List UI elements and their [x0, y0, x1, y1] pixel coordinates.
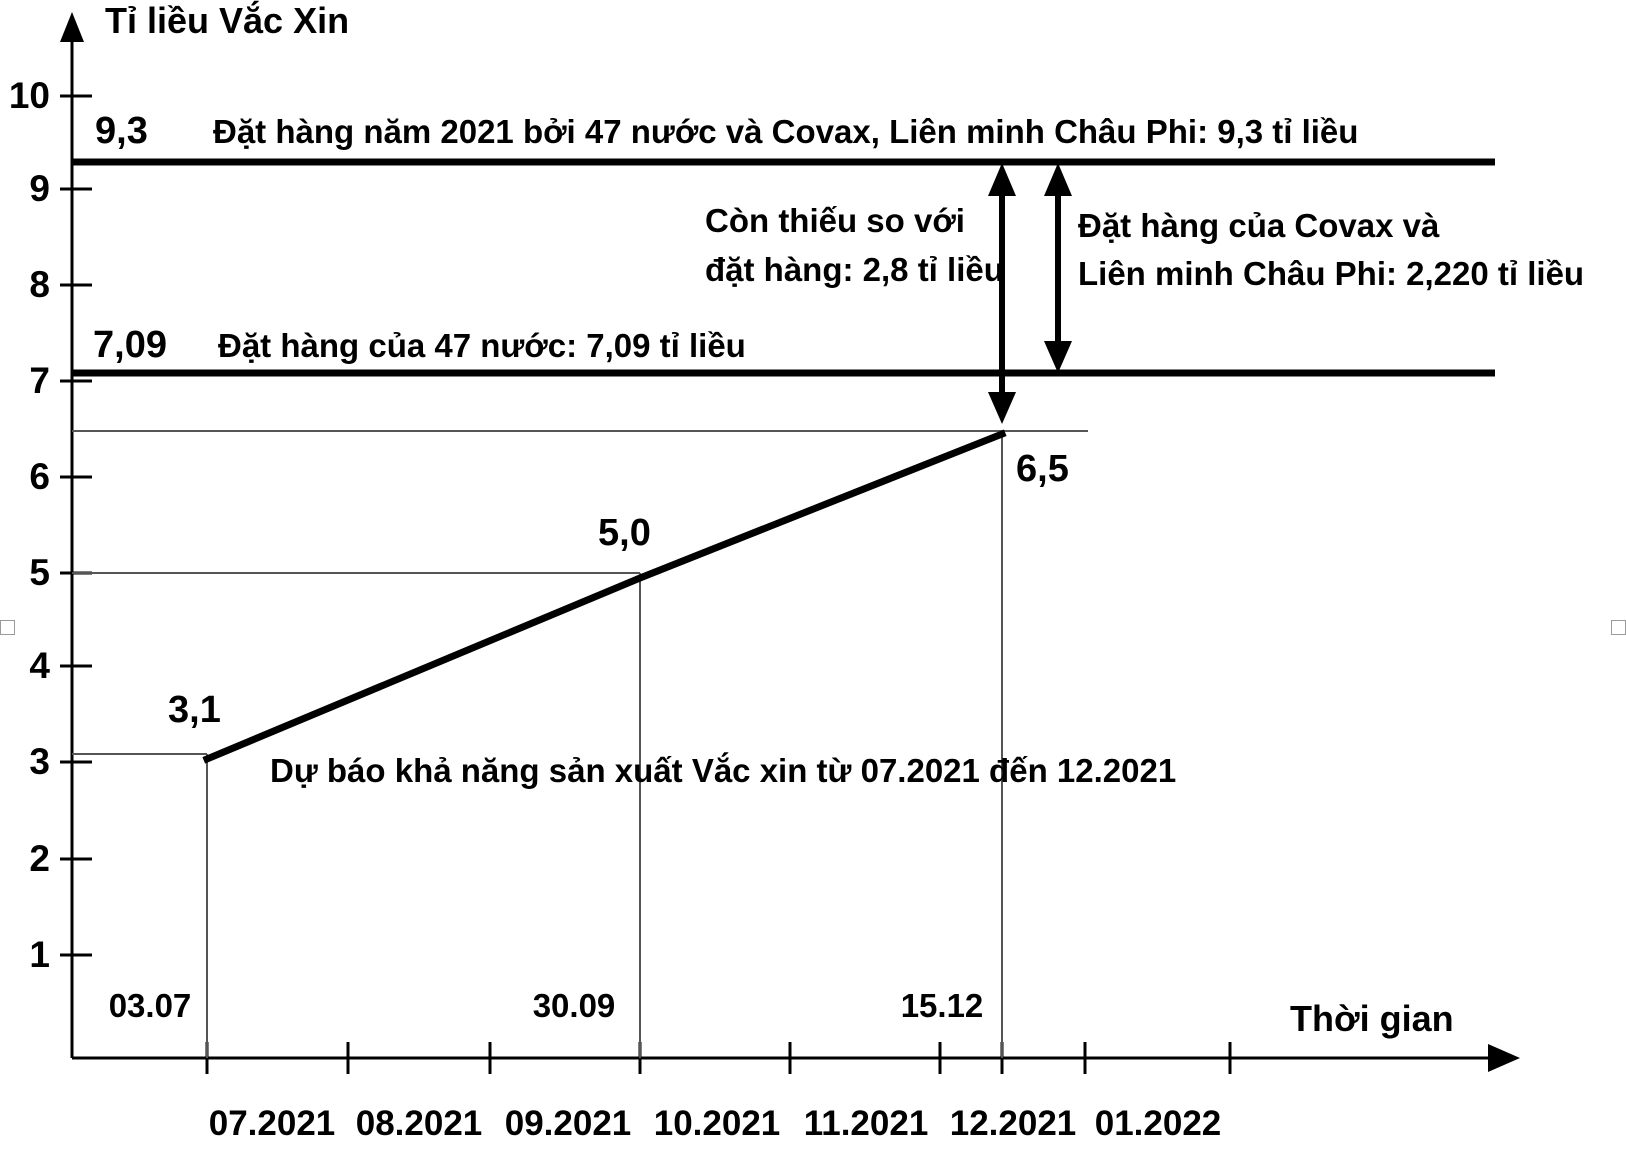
y-tick-label-8: 8 [29, 264, 50, 305]
x-axis-arrowhead [1488, 1044, 1520, 1072]
y-tick-label-3: 3 [29, 741, 50, 782]
y-tick-label-5: 5 [29, 552, 50, 593]
y-tick-label-4: 4 [29, 645, 50, 686]
x-tick-label-12-2021: 12.2021 [949, 1104, 1077, 1143]
x-axis [72, 1042, 1520, 1074]
annotation-covax-line1: Đặt hàng của Covax và [1078, 207, 1440, 244]
y-axis-arrowhead [60, 12, 84, 42]
x-tick-label-09-2021: 09.2021 [504, 1104, 632, 1143]
annotation-shortfall-line1: Còn thiếu so với [705, 202, 965, 239]
reference-value-7-09: 7,09 [93, 324, 167, 366]
date-label-03-07: 03.07 [108, 987, 192, 1024]
date-label-15-12: 15.12 [900, 987, 984, 1024]
annotation-covax-line2: Liên minh Châu Phi: 2,220 tỉ liều [1078, 255, 1585, 292]
data-guides [72, 431, 1088, 1058]
x-tick-label-07-2021: 07.2021 [208, 1104, 336, 1143]
y-axis [60, 12, 92, 1058]
x-tick-label-08-2021: 08.2021 [355, 1104, 483, 1143]
point-label-3-1: 3,1 [168, 689, 221, 731]
shortfall-arrow [988, 163, 1016, 424]
y-tick-label-2: 2 [29, 838, 50, 879]
reference-value-9-3: 9,3 [95, 110, 148, 152]
y-tick-label-7: 7 [29, 360, 50, 401]
reference-annotation-7-09: Đặt hàng của 47 nước: 7,09 tỉ liều [218, 327, 746, 364]
x-axis-title: Thời gian [1290, 998, 1454, 1039]
point-label-5-0: 5,0 [598, 512, 651, 554]
y-axis-title: Tỉ liều Vắc Xin [105, 0, 350, 41]
reference-annotation-9-3: Đặt hàng năm 2021 bởi 47 nước và Covax, Liên minh Châu Phi: 9,3 tỉ liều [213, 113, 1359, 150]
annotation-shortfall-line2: đặt hàng: 2,8 tỉ liều [705, 251, 1004, 288]
y-tick-label-1: 1 [29, 934, 50, 975]
x-tick-label-10-2021: 10.2021 [653, 1104, 781, 1143]
covax-gap-arrow [1044, 163, 1072, 373]
date-label-30-09: 30.09 [532, 987, 616, 1024]
forecast-series-line [207, 434, 1002, 759]
resize-handle-right[interactable] [1611, 620, 1626, 635]
y-tick-label-9: 9 [29, 168, 50, 209]
resize-handle-left[interactable] [0, 620, 15, 635]
y-tick-label-10: 10 [8, 75, 50, 116]
y-tick-label-6: 6 [29, 456, 50, 497]
point-label-6-5: 6,5 [1016, 448, 1069, 490]
x-tick-label-01-2022: 01.2022 [1094, 1104, 1222, 1143]
x-tick-label-11-2021: 11.2021 [803, 1104, 929, 1143]
annotation-forecast-caption: Dự báo khả năng sản xuất Vắc xin từ 07.2021 đến 12.2021 [270, 752, 1177, 789]
